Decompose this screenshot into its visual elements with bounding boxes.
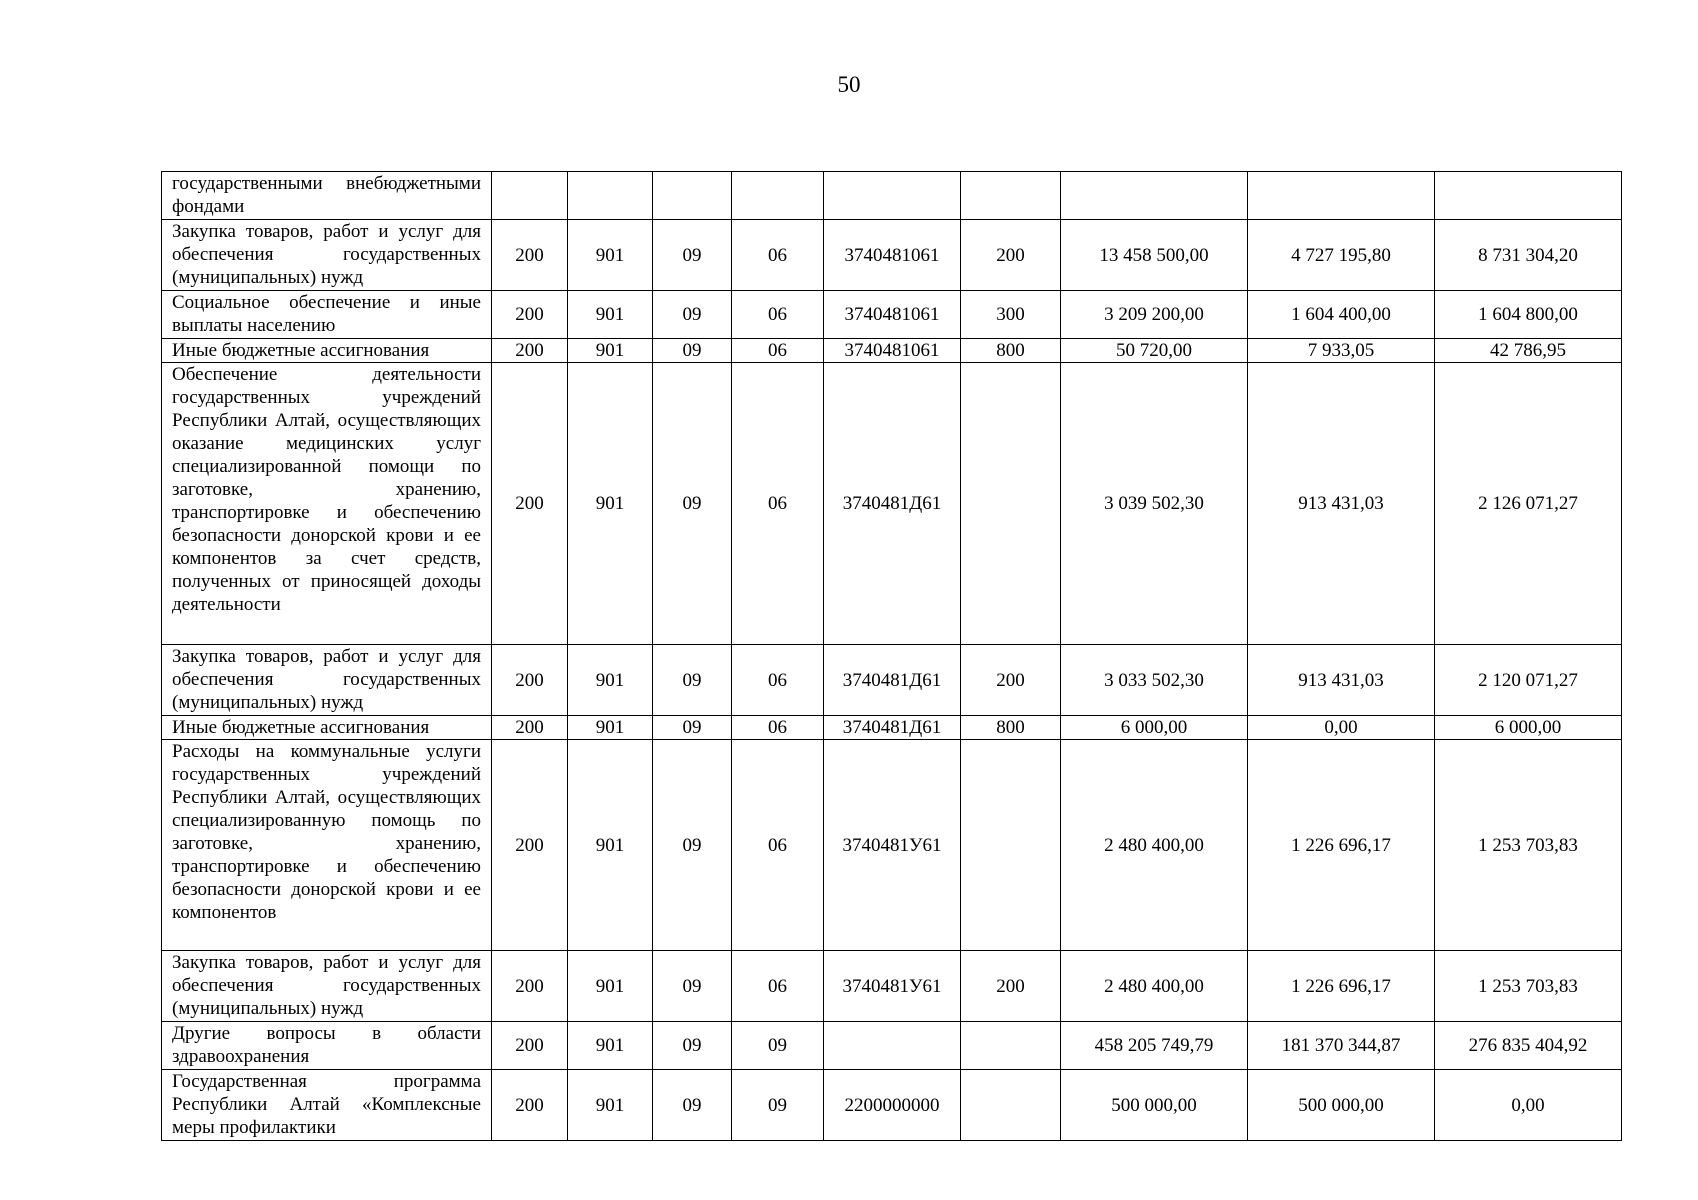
code-cell: 200 [961, 951, 1061, 1022]
code-cell: 09 [653, 363, 732, 645]
code-cell: 09 [653, 1070, 732, 1141]
code-cell: 200 [961, 645, 1061, 716]
row-name-cell: государственными внебюджетными фондами [162, 172, 492, 220]
code-cell: 06 [732, 291, 824, 339]
amount-cell: 3 033 502,30 [1061, 645, 1248, 716]
code-cell: 901 [568, 1070, 653, 1141]
amount-cell: 0,00 [1248, 716, 1435, 740]
row-name-cell: Закупка товаров, работ и услуг для обеспечения государственных (муниципальных) нужд [162, 645, 492, 716]
table-row [162, 220, 1622, 291]
code-cell: 200 [492, 291, 568, 339]
amount-cell: 3 039 502,30 [1061, 363, 1248, 645]
table-row [162, 1070, 1622, 1141]
code-cell: 06 [732, 339, 824, 363]
amount-cell: 913 431,03 [1248, 645, 1435, 716]
code-cell: 3740481061 [824, 220, 961, 291]
row-name-cell: Другие вопросы в области здравоохранения [162, 1022, 492, 1070]
amount-cell: 6 000,00 [1061, 716, 1248, 740]
amount-cell: 500 000,00 [1061, 1070, 1248, 1141]
amount-cell: 4 727 195,80 [1248, 220, 1435, 291]
code-cell: 901 [568, 740, 653, 951]
row-name-cell: Обеспечение деятельности государственных учреждений Республики Алтай, осуществляющих оказание медицинских услуг специализированной помощи по заготовке, хранению, транспортировке и обеспечению безопасности донорской крови и ее компонентов за счет средств, полученных от приносящей доходы деятельности [162, 363, 492, 645]
code-cell: 09 [732, 1070, 824, 1141]
code-cell: 09 [653, 951, 732, 1022]
code-cell: 09 [653, 716, 732, 740]
amount-cell: 6 000,00 [1435, 716, 1622, 740]
code-cell: 09 [732, 1022, 824, 1070]
row-name-cell: Закупка товаров, работ и услуг для обеспечения государственных (муниципальных) нужд [162, 220, 492, 291]
code-cell [732, 172, 824, 220]
code-cell: 901 [568, 339, 653, 363]
code-cell: 3740481Д61 [824, 363, 961, 645]
amount-cell: 2 120 071,27 [1435, 645, 1622, 716]
code-cell: 200 [492, 220, 568, 291]
code-cell: 901 [568, 291, 653, 339]
amount-cell: 13 458 500,00 [1061, 220, 1248, 291]
code-cell: 09 [653, 740, 732, 951]
amount-cell: 458 205 749,79 [1061, 1022, 1248, 1070]
code-cell [568, 172, 653, 220]
amount-cell: 913 431,03 [1248, 363, 1435, 645]
table-row [162, 291, 1622, 339]
code-cell: 901 [568, 716, 653, 740]
code-cell: 3740481061 [824, 291, 961, 339]
amount-cell: 3 209 200,00 [1061, 291, 1248, 339]
code-cell [824, 172, 961, 220]
table-row [162, 645, 1622, 716]
amount-cell: 2 126 071,27 [1435, 363, 1622, 645]
amount-cell: 1 226 696,17 [1248, 951, 1435, 1022]
amount-cell: 0,00 [1435, 1070, 1622, 1141]
code-cell: 09 [653, 220, 732, 291]
page-number: 50 [837, 72, 861, 97]
code-cell: 06 [732, 740, 824, 951]
code-cell: 200 [492, 645, 568, 716]
code-cell: 901 [568, 645, 653, 716]
table-row [162, 1022, 1622, 1070]
code-cell: 3740481Д61 [824, 645, 961, 716]
amount-cell: 2 480 400,00 [1061, 740, 1248, 951]
code-cell: 06 [732, 363, 824, 645]
code-cell: 3740481061 [824, 339, 961, 363]
budget-table [161, 171, 1622, 1141]
code-cell: 09 [653, 339, 732, 363]
row-name-cell: Государственная программа Республики Алтай «Комплексные меры профилактики [162, 1070, 492, 1141]
code-cell: 06 [732, 220, 824, 291]
amount-cell: 1 604 400,00 [1248, 291, 1435, 339]
table-row [162, 740, 1622, 951]
amount-cell: 500 000,00 [1248, 1070, 1435, 1141]
code-cell: 901 [568, 1022, 653, 1070]
code-cell: 901 [568, 951, 653, 1022]
code-cell: 06 [732, 716, 824, 740]
table-row [162, 172, 1622, 220]
amount-cell: 8 731 304,20 [1435, 220, 1622, 291]
code-cell [824, 1022, 961, 1070]
amount-cell: 1 604 800,00 [1435, 291, 1622, 339]
amount-cell: 50 720,00 [1061, 339, 1248, 363]
code-cell: 3740481У61 [824, 951, 961, 1022]
code-cell: 200 [492, 1022, 568, 1070]
code-cell: 800 [961, 716, 1061, 740]
code-cell: 300 [961, 291, 1061, 339]
code-cell: 200 [492, 1070, 568, 1141]
code-cell [492, 172, 568, 220]
amount-cell [1248, 172, 1435, 220]
code-cell: 3740481У61 [824, 740, 961, 951]
code-cell: 09 [653, 1022, 732, 1070]
code-cell: 09 [653, 645, 732, 716]
amount-cell: 181 370 344,87 [1248, 1022, 1435, 1070]
code-cell [961, 1070, 1061, 1141]
code-cell: 200 [492, 716, 568, 740]
amount-cell: 1 253 703,83 [1435, 740, 1622, 951]
code-cell: 901 [568, 220, 653, 291]
code-cell [961, 1022, 1061, 1070]
code-cell: 06 [732, 951, 824, 1022]
amount-cell [1435, 172, 1622, 220]
table-row [162, 339, 1622, 363]
code-cell: 200 [492, 951, 568, 1022]
code-cell: 200 [492, 740, 568, 951]
code-cell: 200 [492, 363, 568, 645]
code-cell [653, 172, 732, 220]
amount-cell: 42 786,95 [1435, 339, 1622, 363]
row-name-cell: Расходы на коммунальные услуги государственных учреждений Республики Алтай, осуществляющих специализированную помощь по заготовке, хранению, транспортировке и обеспечению безопасности донорской крови и ее компонентов [162, 740, 492, 951]
row-name-cell: Иные бюджетные ассигнования [162, 339, 492, 363]
code-cell: 800 [961, 339, 1061, 363]
code-cell: 200 [492, 339, 568, 363]
code-cell: 2200000000 [824, 1070, 961, 1141]
amount-cell: 2 480 400,00 [1061, 951, 1248, 1022]
code-cell: 06 [732, 645, 824, 716]
code-cell [961, 740, 1061, 951]
code-cell: 901 [568, 363, 653, 645]
amount-cell: 1 253 703,83 [1435, 951, 1622, 1022]
amount-cell: 1 226 696,17 [1248, 740, 1435, 951]
amount-cell: 7 933,05 [1248, 339, 1435, 363]
amount-cell [1061, 172, 1248, 220]
row-name-cell: Иные бюджетные ассигнования [162, 716, 492, 740]
amount-cell: 276 835 404,92 [1435, 1022, 1622, 1070]
code-cell: 09 [653, 291, 732, 339]
code-cell [961, 363, 1061, 645]
row-name-cell: Социальное обеспечение и иные выплаты населению [162, 291, 492, 339]
code-cell [961, 172, 1061, 220]
code-cell: 3740481Д61 [824, 716, 961, 740]
table-row [162, 363, 1622, 645]
row-name-cell: Закупка товаров, работ и услуг для обеспечения государственных (муниципальных) нужд [162, 951, 492, 1022]
code-cell: 200 [961, 220, 1061, 291]
table-row [162, 716, 1622, 740]
table-row [162, 951, 1622, 1022]
